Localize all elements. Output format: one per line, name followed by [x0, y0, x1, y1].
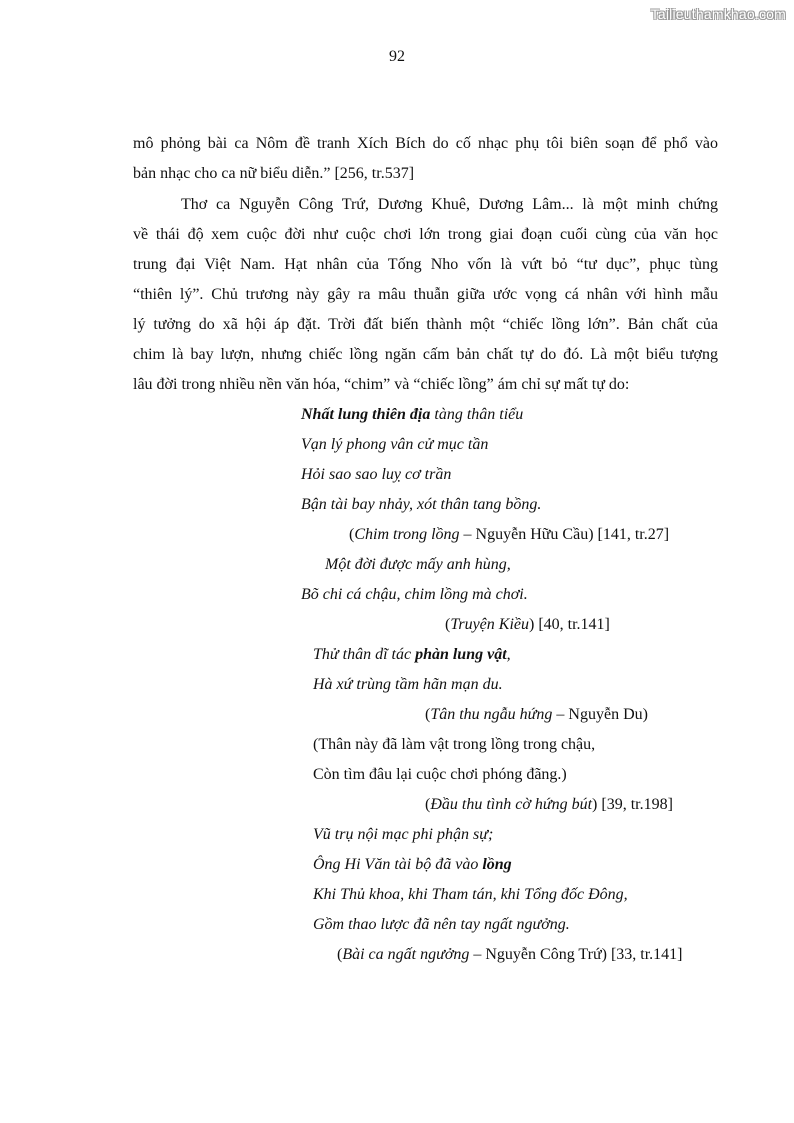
citation-title: Tân thu ngẫu hứng — [430, 706, 553, 723]
paragraph-line: bản nhạc cho ca nữ biểu diễn.” [256, tr.537] — [133, 165, 415, 182]
poem-line: Hà xứ trùng tầm hãn mạn du. — [313, 676, 503, 693]
paragraph-line: Thơ ca Nguyễn Công Trứ, Dương Khuê, Dương Lâm... là một minh chứng — [181, 196, 718, 213]
emphasis-text: phàn lung vật — [415, 646, 507, 663]
citation: (Bài ca ngất ngưởng – Nguyễn Công Trứ) [33, tr.141] — [337, 946, 683, 963]
citation-title: Đầu thu tình cờ hứng bút — [430, 796, 593, 813]
poem-line: Khi Thủ khoa, khi Tham tán, khi Tổng đốc Đông, — [313, 886, 628, 903]
translation-line: (Thân này đã làm vật trong lồng trong chậu, — [313, 736, 596, 753]
paragraph-line: trung đại Việt Nam. Hạt nhân của Tống Nho vốn là vứt bỏ “tư dục”, phục tùng — [133, 256, 718, 273]
translation-line: Còn tìm đâu lại cuộc chơi phóng đãng.) — [313, 766, 567, 783]
page-number: 92 — [389, 48, 405, 65]
poem-line: Ông Hi Văn tài bộ đã vào lồng — [313, 856, 512, 873]
paragraph-line: mô phỏng bài ca Nôm đề tranh Xích Bích do cố nhạc phụ tôi biên soạn để phổ vào — [133, 135, 718, 152]
poem-line: Vũ trụ nội mạc phi phận sự; — [313, 826, 494, 843]
poem-line: Vạn lý phong vân cử mục tần — [301, 436, 489, 453]
poem-line: Bõ chi cá chậu, chim lồng mà chơi. — [301, 586, 528, 603]
paragraph-line: lâu đời trong nhiều nền văn hóa, “chim” và “chiếc lồng” ám chỉ sự mất tự do: — [133, 376, 630, 393]
citation-title: Chim trong lồng — [354, 526, 460, 543]
citation-title: Bài ca ngất ngưởng — [342, 946, 470, 963]
emphasis-text: lồng — [482, 856, 512, 873]
paragraph-line: chim là bay lượn, nhưng chiếc lồng ngăn cấm bản chất tự do đó. Là một biểu tượng — [133, 346, 718, 363]
citation: (Chim trong lồng – Nguyễn Hữu Cầu) [141, tr.27] — [349, 526, 670, 543]
paragraph-line: “thiên lý”. Chủ trương này gây ra mâu thuẫn giữa ước vọng cá nhân với hình mẫu — [133, 286, 718, 303]
watermark: Tailieuthamkhao.com — [650, 6, 786, 22]
poem-line: Thử thân dĩ tác phàn lung vật, — [313, 646, 511, 663]
poem-line: Một đời được mấy anh hùng, — [325, 556, 511, 573]
citation-title: Truyện Kiều — [450, 616, 529, 633]
poem-line: Bận tài bay nhảy, xót thân tang bồng. — [301, 496, 542, 513]
paragraph-line: về thái độ xem cuộc đời như cuộc chơi lớn trong giai đoạn cuối cùng của văn học — [133, 226, 718, 243]
citation: (Đầu thu tình cờ hứng bút) [39, tr.198] — [425, 796, 673, 813]
citation: (Tân thu ngẫu hứng – Nguyễn Du) — [425, 706, 648, 723]
emphasis-text: Nhất lung thiên địa — [301, 406, 431, 423]
citation: (Truyện Kiều) [40, tr.141] — [445, 616, 610, 633]
paragraph-line: lý tưởng do xã hội áp đặt. Trời đất biến thành một “chiếc lồng lớn”. Bản chất của — [133, 316, 718, 333]
poem-line: Hỏi sao sao luỵ cơ trần — [301, 466, 452, 483]
poem-line: Nhất lung thiên địa tàng thân tiểu — [301, 406, 524, 423]
poem-line: Gồm thao lược đã nên tay ngất ngưởng. — [313, 916, 570, 933]
